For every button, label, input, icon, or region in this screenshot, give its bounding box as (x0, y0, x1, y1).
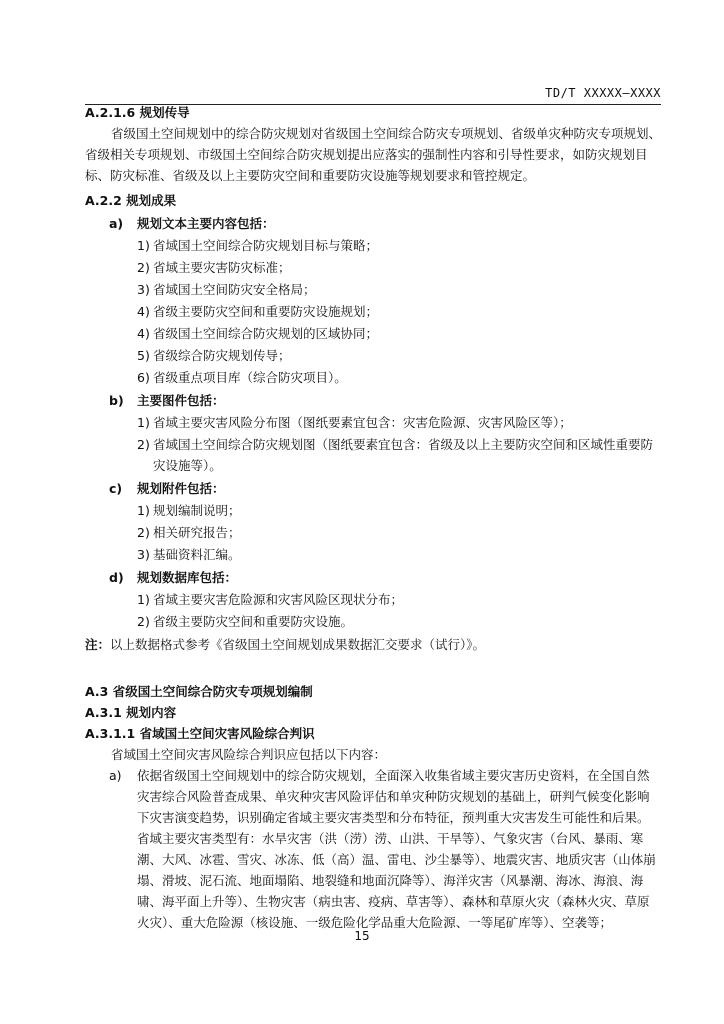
item-text: 省级综合防灾规划传导； (153, 348, 291, 363)
section-heading-a311: A.3.1.1 省域国土空间灾害风险综合判识 (85, 726, 315, 741)
item-text: 省域主要灾害危险源和灾害风险区现状分布； (153, 592, 404, 607)
item-text: 省域主要灾害防灾标准； (153, 260, 291, 275)
list-item (85, 301, 661, 322)
list-group-title: 规划文本主要内容包括： (137, 216, 275, 231)
section-heading-a22: A.2.2 规划成果 (85, 193, 177, 208)
data-format-note (85, 634, 661, 655)
list-item (85, 522, 661, 543)
list-marker: d) (109, 570, 124, 585)
list-item (85, 279, 661, 300)
list-item-text: 依据省级国土空间规划中的综合防灾规划，全面深入收集省域主要灾害历史资料，在全国自然灾害综合风险普查成果、单灾种灾害风险评估和单灾种防灾规划的基础上，研判气候变化影响下灾害演变趋势，识别确定省域主要灾害类型和分布特征，预判重大灾害发生可能性和后果。省域主要灾害类型有：水旱灾害（洪（涝）涝、山洪、干旱等）、气象灾害（台风、暴雨、寒潮、大风、冰雹、雪灾、冰冻、低（高）温、雷电、沙尘暴等）、地震灾害、地质灾害（山体崩塌、滑坡、泥石流、地面塌陷、地裂缝和地面沉降等）、海洋灾害（风暴潮、海冰、海浪、海啸、海平面上升等）、生物灾害（病虫害、疫病、草害等）、森林和草原火灾（森林火灾、草原火灾）、重大危险源（核设施、一级危险化学品重大危险源、一等尾矿库等）、空袭等； (137, 768, 656, 930)
list-item (85, 500, 661, 521)
item-marker: 2) (137, 437, 150, 452)
list-item (85, 544, 661, 565)
list-group-b (85, 390, 661, 411)
document-code: TD/T XXXXX—XXXX (545, 86, 661, 100)
list-group-a (85, 213, 661, 234)
item-text: 相关研究报告； (153, 525, 241, 540)
item-marker: 5) (137, 348, 150, 363)
list-item (85, 257, 661, 278)
list-group-title: 规划附件包括： (137, 481, 225, 496)
item-marker: 4) (137, 304, 150, 319)
list-item (85, 412, 661, 433)
section-paragraph-a216: 省级国土空间规划中的综合防灾规划对省级国土空间综合防灾专项规划、省级单灾种防灾专项规划、省级相关专项规划、市级国土空间综合防灾规划提出应落实的强制性内容和引导性要求，如防灾规划目标、防灾标准、省级及以上主要防灾空间和重要防灾设施等规划要求和管控规定。 (85, 126, 662, 183)
list-group-title: 规划数据库包括： (137, 570, 238, 585)
item-text: 省域国土空间综合防灾规划图（图纸要素宜包含：省级及以上主要防灾空间和区域性重要防灾设施等）。 (153, 437, 654, 473)
section-heading-a3: A.3 省级国土空间综合防灾专项规划编制 (85, 684, 313, 699)
list-group-d (85, 567, 661, 588)
list-item-a (85, 765, 661, 933)
list-marker: c) (109, 481, 123, 496)
page-number: 15 (354, 929, 370, 943)
section-heading-a216: A.2.1.6 规划传导 (85, 105, 190, 120)
item-text: 省域国土空间防灾安全格局； (153, 282, 316, 297)
item-text: 省域国土空间综合防灾规划目标与策略； (153, 238, 379, 253)
item-text: 省级主要防灾空间和重要防灾设施规划； (153, 304, 379, 319)
item-marker: 3) (137, 282, 150, 297)
note-label: 注： (85, 637, 111, 652)
item-marker: 1) (137, 415, 150, 430)
list-group-c (85, 478, 661, 499)
list-item (85, 589, 661, 610)
page-content (85, 102, 661, 933)
list-group-title: 主要图件包括： (137, 393, 225, 408)
item-marker: 3) (137, 547, 150, 562)
list-marker: a) (109, 768, 122, 783)
list-item (85, 345, 661, 366)
item-marker: 2) (137, 614, 150, 629)
list-item (85, 323, 661, 344)
section-heading-a31: A.3.1 规划内容 (85, 705, 177, 720)
list-marker: b) (109, 393, 124, 408)
item-text: 规划编制说明； (153, 503, 241, 518)
item-marker: 6) (137, 370, 150, 385)
item-text: 省域主要灾害风险分布图（图纸要素宜包含：灾害危险源、灾害风险区等）； (153, 415, 572, 430)
list-item (85, 434, 661, 476)
item-marker: 4) (137, 326, 150, 341)
item-text: 基础资料汇编。 (153, 547, 241, 562)
list-item (85, 235, 661, 256)
section-intro-a311: 省域国土空间灾害风险综合判识应包括以下内容： (111, 747, 387, 762)
item-marker: 2) (137, 260, 150, 275)
item-marker: 1) (137, 592, 150, 607)
list-item (85, 367, 661, 388)
note-text: 以上数据格式参考《省级国土空间规划成果数据汇交要求（试行）》。 (110, 637, 486, 652)
list-item (85, 611, 661, 632)
item-text: 省级国土空间综合防灾规划的区域协同； (153, 326, 379, 341)
item-marker: 2) (137, 525, 150, 540)
item-marker: 1) (137, 238, 150, 253)
item-text: 省级重点项目库（综合防灾项目）。 (153, 370, 347, 385)
item-marker: 1) (137, 503, 150, 518)
item-text: 省级主要防灾空间和重要防灾设施。 (153, 614, 354, 629)
list-marker: a) (109, 216, 124, 231)
